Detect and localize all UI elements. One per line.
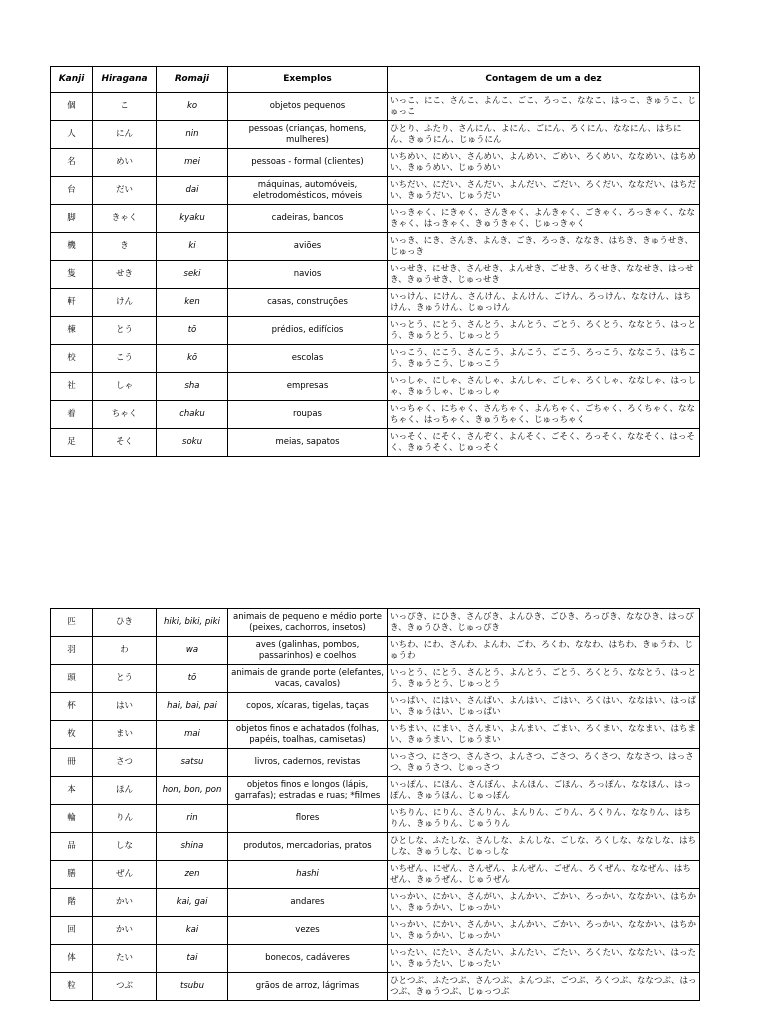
kanji-cell: 脚: [51, 205, 93, 233]
exemplos-cell: pessoas - formal (clientes): [228, 149, 388, 177]
exemplos-cell: escolas: [228, 345, 388, 373]
contagem-cell: いちぜん、にぜん、さんぜん、よんぜん、ごぜん、ろくぜん、ななぜん、はちぜん、きゅうぜん、じゅうぜん: [388, 861, 700, 889]
hiragana-cell: こう: [93, 345, 157, 373]
exemplos-cell: roupas: [228, 401, 388, 429]
hiragana-cell: さつ: [93, 749, 157, 777]
contagem-cell: いっこう、にこう、さんこう、よんこう、ごこう、ろっこう、ななこう、はちこう、きゅうこう、じゅっこう: [388, 345, 700, 373]
romaji-cell: rin: [157, 805, 228, 833]
table-row: [51, 289, 700, 317]
kanji-cell: 階: [51, 889, 93, 917]
hiragana-cell: かい: [93, 917, 157, 945]
romaji-cell: dai: [157, 177, 228, 205]
romaji-cell: kai, gai: [157, 889, 228, 917]
table-row: [51, 889, 700, 917]
table-row: [51, 317, 700, 345]
romaji-cell: hai, bai, pai: [157, 693, 228, 721]
exemplos-cell: copos, xícaras, tigelas, taças: [228, 693, 388, 721]
table-row: [51, 609, 700, 637]
contagem-cell: いちわ、にわ、さんわ、よんわ、ごわ、ろくわ、ななわ、はちわ、きゅうわ、じゅうわ: [388, 637, 700, 665]
kanji-cell: 粒: [51, 973, 93, 1001]
kanji-cell: 社: [51, 373, 93, 401]
table-row: [51, 945, 700, 973]
romaji-cell: hon, bon, pon: [157, 777, 228, 805]
table-row: [51, 121, 700, 149]
kanji-cell: 羽: [51, 637, 93, 665]
table-row: [51, 205, 700, 233]
exemplos-cell: navios: [228, 261, 388, 289]
contagem-cell: いっちゃく、にちゃく、さんちゃく、よんちゃく、ごちゃく、ろくちゃく、ななちゃく、はっちゃく、きゅうちゃく、じゅっちゃく: [388, 401, 700, 429]
table-row: [51, 665, 700, 693]
hiragana-cell: しな: [93, 833, 157, 861]
romaji-cell: kyaku: [157, 205, 228, 233]
contagem-cell: いっとう、にとう、さんとう、よんとう、ごとう、ろくとう、ななとう、はっとう、きゅうとう、じゅっとう: [388, 665, 700, 693]
contagem-cell: いちめい、にめい、さんめい、よんめい、ごめい、ろくめい、ななめい、はちめい、きゅうめい、じゅうめい: [388, 149, 700, 177]
exemplos-cell: bonecos, cadáveres: [228, 945, 388, 973]
table-row: [51, 401, 700, 429]
exemplos-cell: animais de pequeno e médio porte (peixes, cachorros, insetos): [228, 609, 388, 637]
table-row: [51, 637, 700, 665]
table-row: [51, 917, 700, 945]
hiragana-cell: にん: [93, 121, 157, 149]
contagem-cell: いっさつ、にさつ、さんさつ、よんさつ、ごさつ、ろくさつ、ななさつ、はっさつ、きゅうさつ、じゅっさつ: [388, 749, 700, 777]
table-row: [51, 721, 700, 749]
contagem-cell: いっけん、にけん、さんけん、よんけん、ごけん、ろっけん、ななけん、はちけん、きゅうけん、じゅっけん: [388, 289, 700, 317]
contagem-cell: いっき、にき、さんき、よんき、ごき、ろっき、ななき、はちき、きゅうせき、じゅっき: [388, 233, 700, 261]
kanji-cell: 杯: [51, 693, 93, 721]
counters-table-2: [50, 608, 700, 1001]
romaji-cell: ki: [157, 233, 228, 261]
kanji-cell: 本: [51, 777, 93, 805]
kanji-cell: 個: [51, 93, 93, 121]
kanji-cell: 台: [51, 177, 93, 205]
kanji-cell: 頭: [51, 665, 93, 693]
contagem-cell: いっこ、にこ、さんこ、よんこ、ごこ、ろっこ、ななこ、はっこ、きゅうこ、じゅっこ: [388, 93, 700, 121]
table-row: [51, 177, 700, 205]
exemplos-cell: aviões: [228, 233, 388, 261]
hiragana-cell: ひき: [93, 609, 157, 637]
hiragana-cell: きゃく: [93, 205, 157, 233]
contagem-cell: いっそく、にそく、さんぞく、よんそく、ごそく、ろっそく、ななそく、はっそく、きゅうそく、じゅっそく: [388, 429, 700, 457]
table-row: [51, 233, 700, 261]
table-row: [51, 777, 700, 805]
romaji-cell: nin: [157, 121, 228, 149]
exemplos-cell: vezes: [228, 917, 388, 945]
table-row: [51, 149, 700, 177]
romaji-cell: tai: [157, 945, 228, 973]
romaji-cell: tsubu: [157, 973, 228, 1001]
contagem-cell: いっかい、にかい、さんがい、よんかい、ごかい、ろっかい、ななかい、はちかい、きゅうかい、じゅっかい: [388, 889, 700, 917]
hiragana-cell: けん: [93, 289, 157, 317]
hiragana-cell: ほん: [93, 777, 157, 805]
hiragana-cell: しゃ: [93, 373, 157, 401]
contagem-cell: いっせき、にせき、さんせき、よんせき、ごせき、ろくせき、ななせき、はっせき、きゅうせき、じゅっせき: [388, 261, 700, 289]
romaji-cell: sha: [157, 373, 228, 401]
table-row: [51, 749, 700, 777]
contagem-cell: いっぱい、にはい、さんばい、よんはい、ごはい、ろくはい、ななはい、はっぱい、きゅうはい、じゅっぱい: [388, 693, 700, 721]
contagem-cell: いっぽん、にほん、さんぼん、よんほん、ごほん、ろっぽん、ななほん、はっぽん、きゅうほん、じゅっぽん: [388, 777, 700, 805]
romaji-cell: ken: [157, 289, 228, 317]
romaji-cell: mai: [157, 721, 228, 749]
exemplos-cell: objetos finos e achatados (folhas, papéis, toalhas, camisetas): [228, 721, 388, 749]
kanji-cell: 校: [51, 345, 93, 373]
romaji-cell: mei: [157, 149, 228, 177]
exemplos-cell: prédios, edifícios: [228, 317, 388, 345]
kanji-cell: 機: [51, 233, 93, 261]
kanji-cell: 輪: [51, 805, 93, 833]
header-romaji: Romaji: [157, 67, 228, 93]
table-row: [51, 93, 700, 121]
exemplos-cell: objetos finos e longos (lápis, garrafas); estradas e ruas; *filmes: [228, 777, 388, 805]
kanji-cell: 着: [51, 401, 93, 429]
exemplos-cell: cadeiras, bancos: [228, 205, 388, 233]
exemplos-cell: máquinas, automóveis, eletrodomésticos, móveis: [228, 177, 388, 205]
contagem-cell: いっしゃ、にしゃ、さんしゃ、よんしゃ、ごしゃ、ろくしゃ、ななしゃ、はっしゃ、きゅうしゃ、じゅっしゃ: [388, 373, 700, 401]
hiragana-cell: そく: [93, 429, 157, 457]
contagem-cell: いっきゃく、にきゃく、さんきゃく、よんきゃく、ごきゃく、ろっきゃく、ななきゃく、はっきゃく、きゅうきゃく、じゅっきゃく: [388, 205, 700, 233]
contagem-cell: ひとしな、ふたしな、さんしな、よんしな、ごしな、ろくしな、ななしな、はちしな、きゅうしな、じゅっしな: [388, 833, 700, 861]
romaji-cell: shina: [157, 833, 228, 861]
table-row: [51, 973, 700, 1001]
kanji-cell: 品: [51, 833, 93, 861]
romaji-cell: ko: [157, 93, 228, 121]
contagem-cell: いちまい、にまい、さんまい、よんまい、ごまい、ろくまい、ななまい、はちまい、きゅうまい、じゅうまい: [388, 721, 700, 749]
contagem-cell: いちりん、にりん、さんりん、よんりん、ごりん、ろくりん、ななりん、はちりん、きゅうりん、じゅうりん: [388, 805, 700, 833]
header-exemplos: Exemplos: [228, 67, 388, 93]
table-row: [51, 261, 700, 289]
romaji-cell: wa: [157, 637, 228, 665]
romaji-cell: satsu: [157, 749, 228, 777]
kanji-cell: 枚: [51, 721, 93, 749]
romaji-cell: chaku: [157, 401, 228, 429]
kanji-cell: 人: [51, 121, 93, 149]
hiragana-cell: かい: [93, 889, 157, 917]
kanji-cell: 回: [51, 917, 93, 945]
header-row: [51, 67, 700, 93]
header-hiragana: Hiragana: [93, 67, 157, 93]
hiragana-cell: りん: [93, 805, 157, 833]
hiragana-cell: わ: [93, 637, 157, 665]
kanji-cell: 膳: [51, 861, 93, 889]
exemplos-cell: flores: [228, 805, 388, 833]
table-row: [51, 693, 700, 721]
counters-table-1: [50, 66, 700, 457]
contagem-cell: ひとつぶ、ふたつぶ、さんつぶ、よんつぶ、ごつぶ、ろくつぶ、ななつぶ、はっつぶ、きゅうつぶ、じゅっつぶ: [388, 973, 700, 1001]
hiragana-cell: だい: [93, 177, 157, 205]
hiragana-cell: まい: [93, 721, 157, 749]
exemplos-cell: aves (galinhas, pombos, passarinhos) e coelhos: [228, 637, 388, 665]
contagem-cell: いっぴき、にひき、さんびき、よんひき、ごひき、ろっぴき、ななひき、はっぴき、きゅうひき、じゅっぴき: [388, 609, 700, 637]
hiragana-cell: たい: [93, 945, 157, 973]
table-row: [51, 373, 700, 401]
hiragana-cell: ちゃく: [93, 401, 157, 429]
exemplos-cell: meias, sapatos: [228, 429, 388, 457]
kanji-cell: 隻: [51, 261, 93, 289]
hiragana-cell: めい: [93, 149, 157, 177]
kanji-cell: 軒: [51, 289, 93, 317]
exemplos-cell: casas, construções: [228, 289, 388, 317]
exemplos-cell: livros, cadernos, revistas: [228, 749, 388, 777]
hiragana-cell: せき: [93, 261, 157, 289]
table-row: [51, 429, 700, 457]
kanji-cell: 名: [51, 149, 93, 177]
table-row: [51, 805, 700, 833]
kanji-cell: 棟: [51, 317, 93, 345]
romaji-cell: hiki, biki, piki: [157, 609, 228, 637]
contagem-cell: いっとう、にとう、さんとう、よんとう、ごとう、ろくとう、ななとう、はっとう、きゅうとう、じゅっとう: [388, 317, 700, 345]
contagem-cell: いちだい、にだい、さんだい、よんだい、ごだい、ろくだい、ななだい、はちだい、きゅうだい、じゅうだい: [388, 177, 700, 205]
kanji-cell: 冊: [51, 749, 93, 777]
romaji-cell: seki: [157, 261, 228, 289]
contagem-cell: ひとり、ふたり、さんにん、よにん、ごにん、ろくにん、ななにん、はちにん、きゅうにん、じゅうにん: [388, 121, 700, 149]
hiragana-cell: こ: [93, 93, 157, 121]
header-contagem: Contagem de um a dez: [388, 67, 700, 93]
romaji-cell: tō: [157, 317, 228, 345]
table-row: [51, 833, 700, 861]
romaji-cell: zen: [157, 861, 228, 889]
exemplos-cell: produtos, mercadorias, pratos: [228, 833, 388, 861]
hiragana-cell: つぶ: [93, 973, 157, 1001]
exemplos-cell: grãos de arroz, lágrimas: [228, 973, 388, 1001]
exemplos-cell: animais de grande porte (elefantes, vacas, cavalos): [228, 665, 388, 693]
header-kanji: Kanji: [51, 67, 93, 93]
hiragana-cell: はい: [93, 693, 157, 721]
exemplos-cell: empresas: [228, 373, 388, 401]
exemplos-cell: hashi: [228, 861, 388, 889]
kanji-cell: 体: [51, 945, 93, 973]
exemplos-cell: pessoas (crianças, homens, mulheres): [228, 121, 388, 149]
hiragana-cell: き: [93, 233, 157, 261]
romaji-cell: kō: [157, 345, 228, 373]
kanji-cell: 匹: [51, 609, 93, 637]
romaji-cell: tō: [157, 665, 228, 693]
kanji-cell: 足: [51, 429, 93, 457]
table-row: [51, 861, 700, 889]
contagem-cell: いっかい、にかい、さんかい、よんかい、ごかい、ろっかい、ななかい、はちかい、きゅうかい、じゅっかい: [388, 917, 700, 945]
romaji-cell: kai: [157, 917, 228, 945]
hiragana-cell: とう: [93, 317, 157, 345]
romaji-cell: soku: [157, 429, 228, 457]
hiragana-cell: とう: [93, 665, 157, 693]
hiragana-cell: ぜん: [93, 861, 157, 889]
table-row: [51, 345, 700, 373]
contagem-cell: いったい、にたい、さんたい、よんたい、ごたい、ろくたい、ななたい、はったい、きゅうたい、じゅったい: [388, 945, 700, 973]
exemplos-cell: objetos pequenos: [228, 93, 388, 121]
exemplos-cell: andares: [228, 889, 388, 917]
